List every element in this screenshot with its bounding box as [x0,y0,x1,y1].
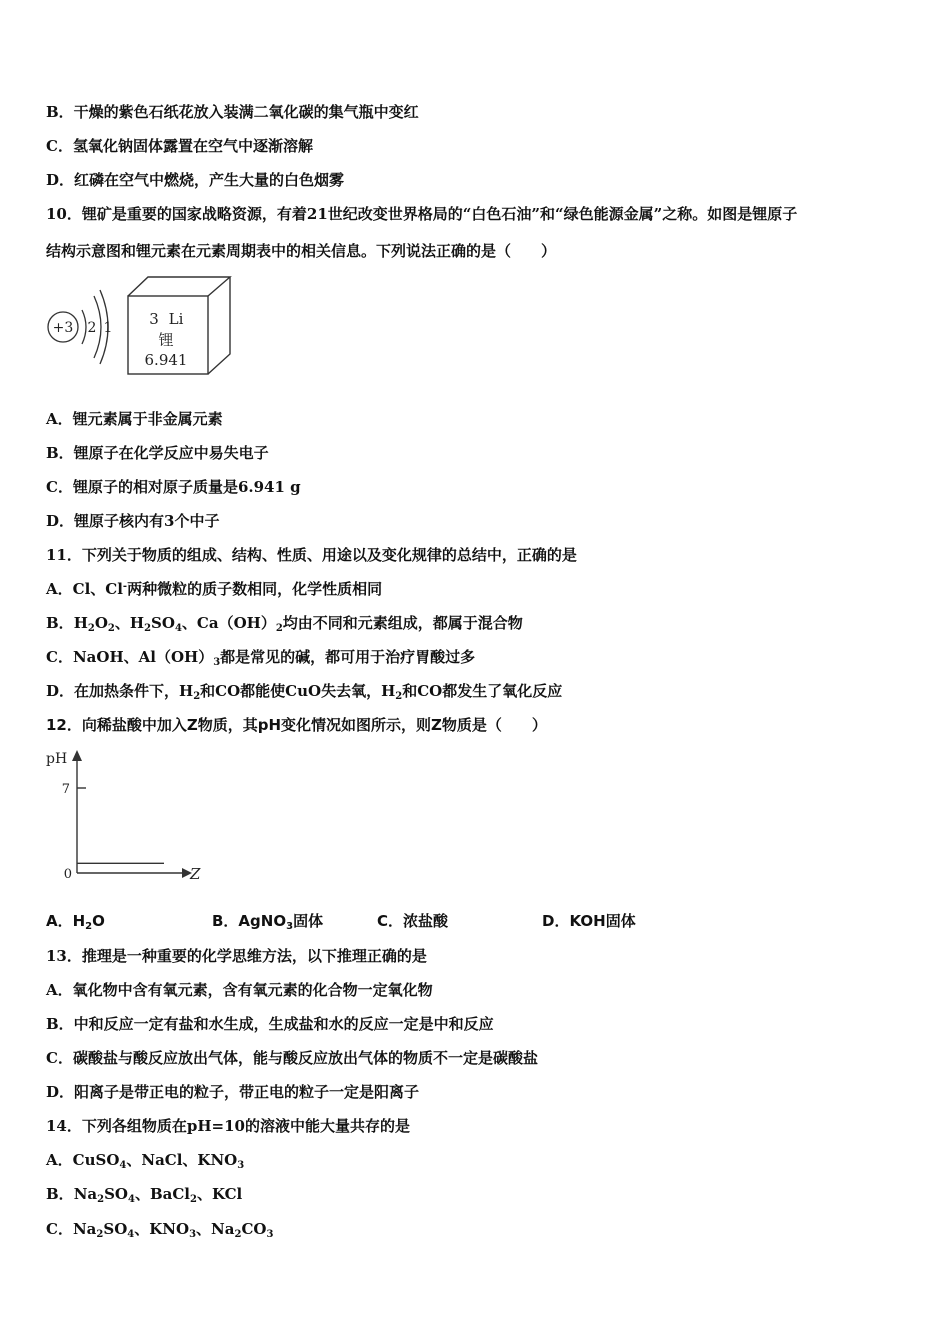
atomic-mass: 6.941 [144,351,188,369]
nucleus-charge: +3 [52,320,74,336]
q12-option-b: B．AgNO$_3$固体 [212,912,324,932]
q14-option-b: B．$Na_2SO_4$、BaCl$_2$、KCl [46,1185,243,1205]
shell-2-electrons: 1 [103,320,113,336]
q10-option-c: C．锂原子的相对原子质量是6.941 g [46,478,301,496]
q13-option-c: C．碳酸盐与酸反应放出气体，能与酸反应放出气体的物质不一定是碳酸盐 [46,1049,538,1067]
q10-option-b: B．锂原子在化学反应中易失电子 [46,444,269,462]
q12-option-a: A．$H_2O$ [46,912,105,932]
y-tick-label-7: 7 [61,782,70,797]
y-axis-label: pH [46,751,68,767]
q10-option-a: A．锂元素属于非金属元素 [46,410,223,428]
q11-option-b: B．$H_2O_2$、$H_2SO_4$、$Ca(OH)_2$均由不同和元素组成，都属于混合物 [46,614,523,634]
element-name: 锂 [158,331,174,349]
q13-option-a: A．氧化物中含有氧元素，含有氧元素的化合物一定氧化物 [46,981,433,999]
q13-stem: 13．推理是一种重要的化学思维方法，以下推理正确的是 [46,947,427,965]
q10-stem-line1: 10．锂矿是重要的国家战略资源，有着21世纪改变世界格局的“白色石油”和“绿色能源金属”之称。如图是锂原子 [46,205,798,223]
q11-option-c: C．NaOH、$Al(OH)_3$都是常见的碱，都可用于治疗胃酸过多 [46,648,476,668]
q14-option-a: A．CuSO$_4$、NaCl、$KNO_3$ [46,1151,245,1171]
q9-option-d: D．红磷在空气中燃烧，产生大量的白色烟雾 [46,171,345,189]
q11-option-a: A．Cl、Cl-两种微粒的质子数相同，化学性质相同 [46,580,383,598]
q12-options [46,911,906,933]
q14-option-c: C．$Na_2SO_4$、$KNO_3$、$Na_2CO_3$ [46,1220,274,1240]
q12-stem: 12．向稀盐酸中加入Z物质，其pH变化情况如图所示，则Z物质是（ ） [46,716,547,734]
atomic-number: 3 [149,310,159,328]
q10-option-d: D．锂原子核内有3个中子 [46,512,220,530]
q10-stem-line2: 结构示意图和锂元素在元素周期表中的相关信息。下列说法正确的是（ ） [46,242,557,260]
q11-option-d: D．在加热条件下，$H_2$和CO都能使CuO失去氧，$H_2$和CO都发生了氧化反应 [46,682,563,702]
x-axis-label: Z [190,865,201,883]
q13-option-d: D．阳离子是带正电的粒子，带正电的粒子一定是阳离子 [46,1083,420,1101]
y-tick-label-0: 0 [63,867,72,882]
q14-stem: 14．下列各组物质在pH=10的溶液中能大量共存的是 [46,1117,410,1135]
q11-stem: 11．下列关于物质的组成、结构、性质、用途以及变化规律的总结中，正确的是 [46,546,577,564]
ph-chart [44,745,214,885]
q12-option-d: D．KOH固体 [542,912,636,930]
q12-option-c: C．浓盐酸 [377,912,449,930]
q9-option-c: C．氢氧化钠固体露置在空气中逐渐溶解 [46,137,313,155]
lithium-figure [44,272,244,382]
shell-1-electrons: 2 [87,320,97,336]
element-symbol: Li [168,310,184,328]
q13-option-b: B．中和反应一定有盐和水生成，生成盐和水的反应一定是中和反应 [46,1015,494,1033]
q9-option-b: B．干燥的紫色石纸花放入装满二氧化碳的集气瓶中变红 [46,103,419,121]
y-axis-arrow [72,750,82,761]
